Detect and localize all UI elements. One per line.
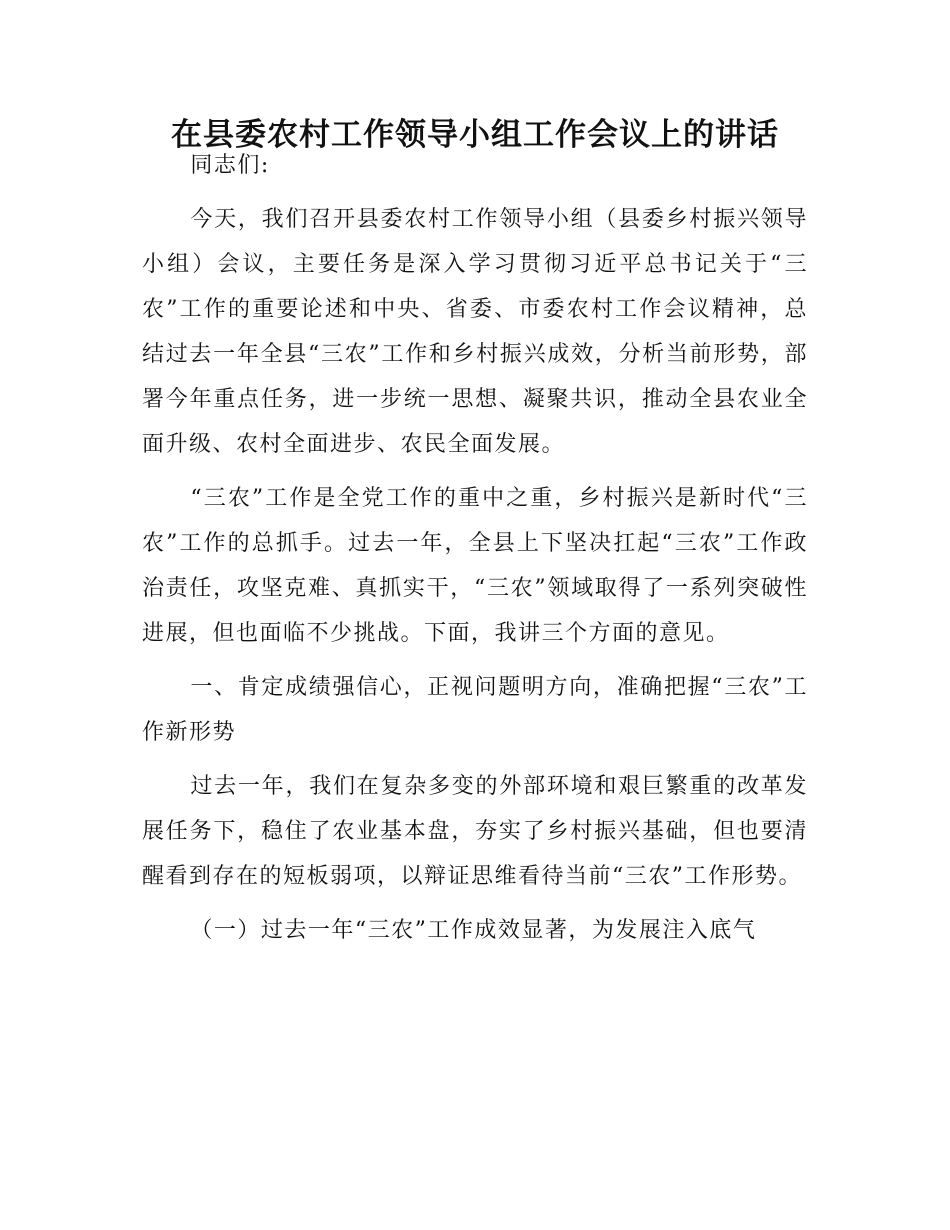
subsection-heading-1: （一）过去一年“三农”工作成效显著，为发展注入底气 (190, 918, 757, 943)
greeting: 同志们: (190, 153, 270, 178)
paragraph-overview: “三农”工作是全党工作的重中之重，乡村振兴是新时代“三农”工作的总抓手。过去一年，全县上下坚决扛起“三农”工作政治责任，攻坚克难、真抓实干，“三农”领域取得了一系列突破性进展，但也面临不少挑战。下面，我讲三个方面的意见。 (142, 486, 808, 646)
paragraph-opening: 今天，我们召开县委农村工作领导小组（县委乡村振兴领导小组）会议，主要任务是深入学习贯彻习近平总书记关于“三农”工作的重要论述和中央、省委、市委农村工作会议精神，总结过去一年全县“三农”工作和乡村振兴成效，分析当前形势，部署今年重点任务，进一步统一思想、凝聚共识，推动全县农业全面升级、农村全面进步、农民全面发展。 (142, 207, 808, 457)
document-body (142, 143, 808, 962)
page-title: 在县委农村工作领导小组工作会议上的讲话 (171, 117, 779, 153)
section-heading-1: 一、肯定成绩强信心，正视问题明方向，准确把握“三农”工作新形势 (142, 675, 808, 745)
paragraph-section-1-intro: 过去一年，我们在复杂多变的外部环境和艰巨繁重的改革发展任务下，稳住了农业基本盘，夯实了乡村振兴基础，但也要清醒看到存在的短板弱项，以辩证思维看待当前“三农”工作形势。 (142, 774, 808, 889)
